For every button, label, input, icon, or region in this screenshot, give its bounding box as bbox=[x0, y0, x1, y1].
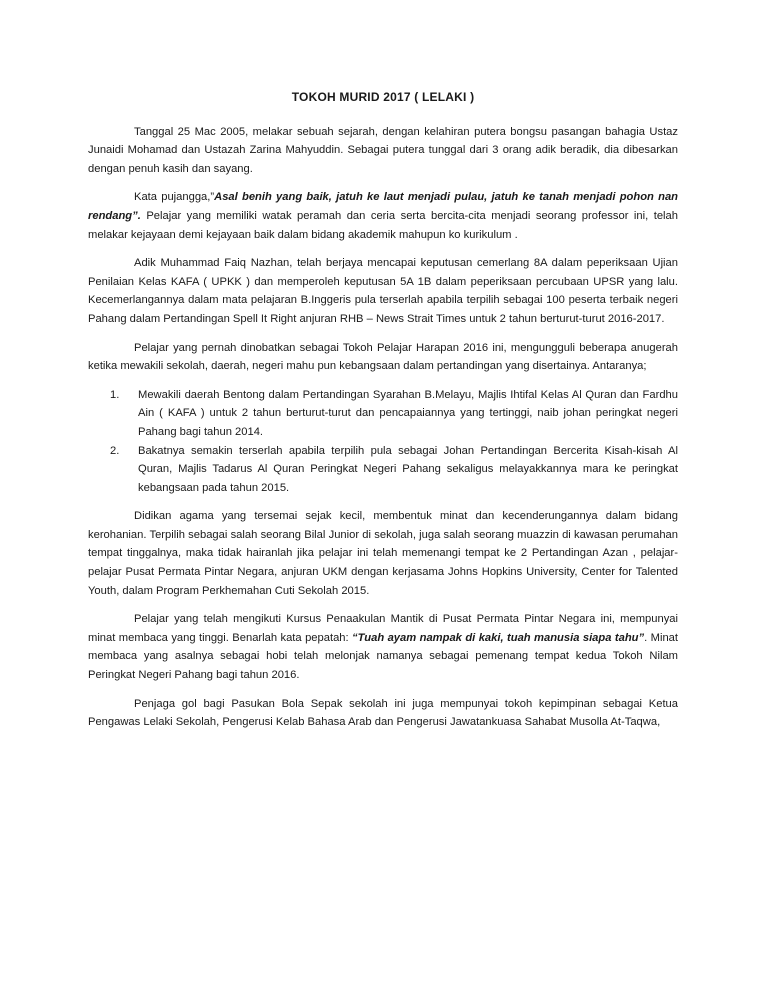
paragraph-reading-body: . Minat membaca yang asalnya sebagai hobi telah melonjak namanya sebagai pemenang tempat kedua Tokoh Nilam Peringkat Negeri Pahang bagi tahun 2016. bbox=[88, 631, 678, 682]
paragraph-pujangga-body: Pelajar yang memiliki watak peramah dan ceria serta bercita-cita menjadi seorang professor ini, telah melakar kejayaan demi kejayaan baik dalam bidang akademik mahupun ko kurikulum . bbox=[88, 209, 678, 241]
paragraph-pujangga bbox=[88, 188, 678, 244]
paragraph-birth: Tanggal 25 Mac 2005, melakar sebuah sejarah, dengan kelahiran putera bongsu pasangan bahagia Ustaz Junaidi Mohamad dan Ustazah Zarina Mahyuddin. Sebagai putera tunggal dari 3 orang adik beradik, dia dibesarkan dengan penuh kasih dan sayang. bbox=[88, 125, 678, 175]
list-item bbox=[88, 442, 678, 498]
paragraph-pujangga-intro: Kata pujangga,” bbox=[134, 191, 215, 204]
awards-list bbox=[88, 386, 678, 498]
list-item-text: Mewakili daerah Bentong dalam Pertandingan Syarahan B.Melayu, Majlis Ihtifal Kelas Al Quran dan Fardhu Ain ( KAFA ) untuk 2 tahun berturut-turut dan pencapaiannya yang tertinggi, naib johan peringkat negeri Pahang bagi tahun 2014. bbox=[138, 388, 678, 438]
paragraph-reading-intro: Pelajar yang telah mengikuti Kursus Penaakulan Mantik di Pusat Permata Pintar Negara ini, mempunyai minat membaca yang tinggi. Benarlah kata pepatah: bbox=[88, 613, 678, 644]
paragraph-reading bbox=[88, 610, 678, 684]
document-title: TOKOH MURID 2017 ( LELAKI ) bbox=[291, 90, 475, 104]
pepatah-quote: “Tuah ayam nampak di kaki, tuah manusia siapa tahu” bbox=[352, 631, 645, 644]
list-item-number: 1. bbox=[110, 388, 120, 401]
paragraph-academic: Adik Muhammad Faiq Nazhan, telah berjaya mencapai keputusan cemerlang 8A dalam peperiksaan Ujian Penilaian Kelas KAFA ( UPKK ) dan memperoleh keputusan 5A 1B dalam peperiksaan percubaan UPSR yang lalu. Kecemerlangannya dalam mata pelajaran B.Inggeris pula terserlah apabila terpilih sebagai 100 peserta terbaik negeri Pahang dalam Pertandingan Spell It Right anjuran RHB – News Strait Times untuk 2 tahun berturut-turut 2016-2017. bbox=[88, 257, 678, 325]
list-item-text: Bakatnya semakin terserlah apabila terpilih pula sebagai Johan Pertandingan Bercerita Kisah-kisah Al Quran, Majlis Tadarus Al Quran Peringkat Negeri Pahang sekaligus melayakkannya mara ke peringkat kebangsaan pada tahun 2015. bbox=[138, 444, 678, 494]
list-item bbox=[88, 386, 678, 442]
pujangga-quote: Asal benih yang baik, jatuh ke laut menjadi pulau, jatuh ke tanah menjadi pohon nan rendang”. bbox=[88, 191, 678, 222]
list-item-number: 2. bbox=[110, 444, 120, 457]
paragraph-leadership: Penjaga gol bagi Pasukan Bola Sepak sekolah ini juga mempunyai tokoh kepimpinan sebagai Ketua Pengawas Lelaki Sekolah, Pengerusi Kelab Bahasa Arab dan Pengerusi Jawatankuasa Sahabat Musolla At-Taqwa, bbox=[88, 697, 678, 729]
paragraph-awards-intro: Pelajar yang pernah dinobatkan sebagai Tokoh Pelajar Harapan 2016 ini, mengungguli beberapa anugerah ketika mewakili sekolah, daerah, negeri mahu pun kebangsaan dalam pertandingan yang disertainya. Antaranya; bbox=[88, 341, 678, 373]
paragraph-religious: Didikan agama yang tersemai sejak kecil, membentuk minat dan kecenderungannya dalam bidang kerohanian. Terpilih sebagai salah seorang Bilal Junior di sekolah, juga salah seorang muazzin di kawasan perumahan tempat tinggalnya, maka tidak hairanlah jika pelajar ini telah memenangi tempat ke 2 Pertandingan Azan , pelajar-pelajar Pusat Permata Pintar Negara, anjuran UKM dengan kerjasama Johns Hopkins University, Center for Talented Youth, dalam Program Perkhemahan Cuti Sekolah 2015. bbox=[88, 510, 678, 597]
document-page bbox=[88, 88, 678, 742]
